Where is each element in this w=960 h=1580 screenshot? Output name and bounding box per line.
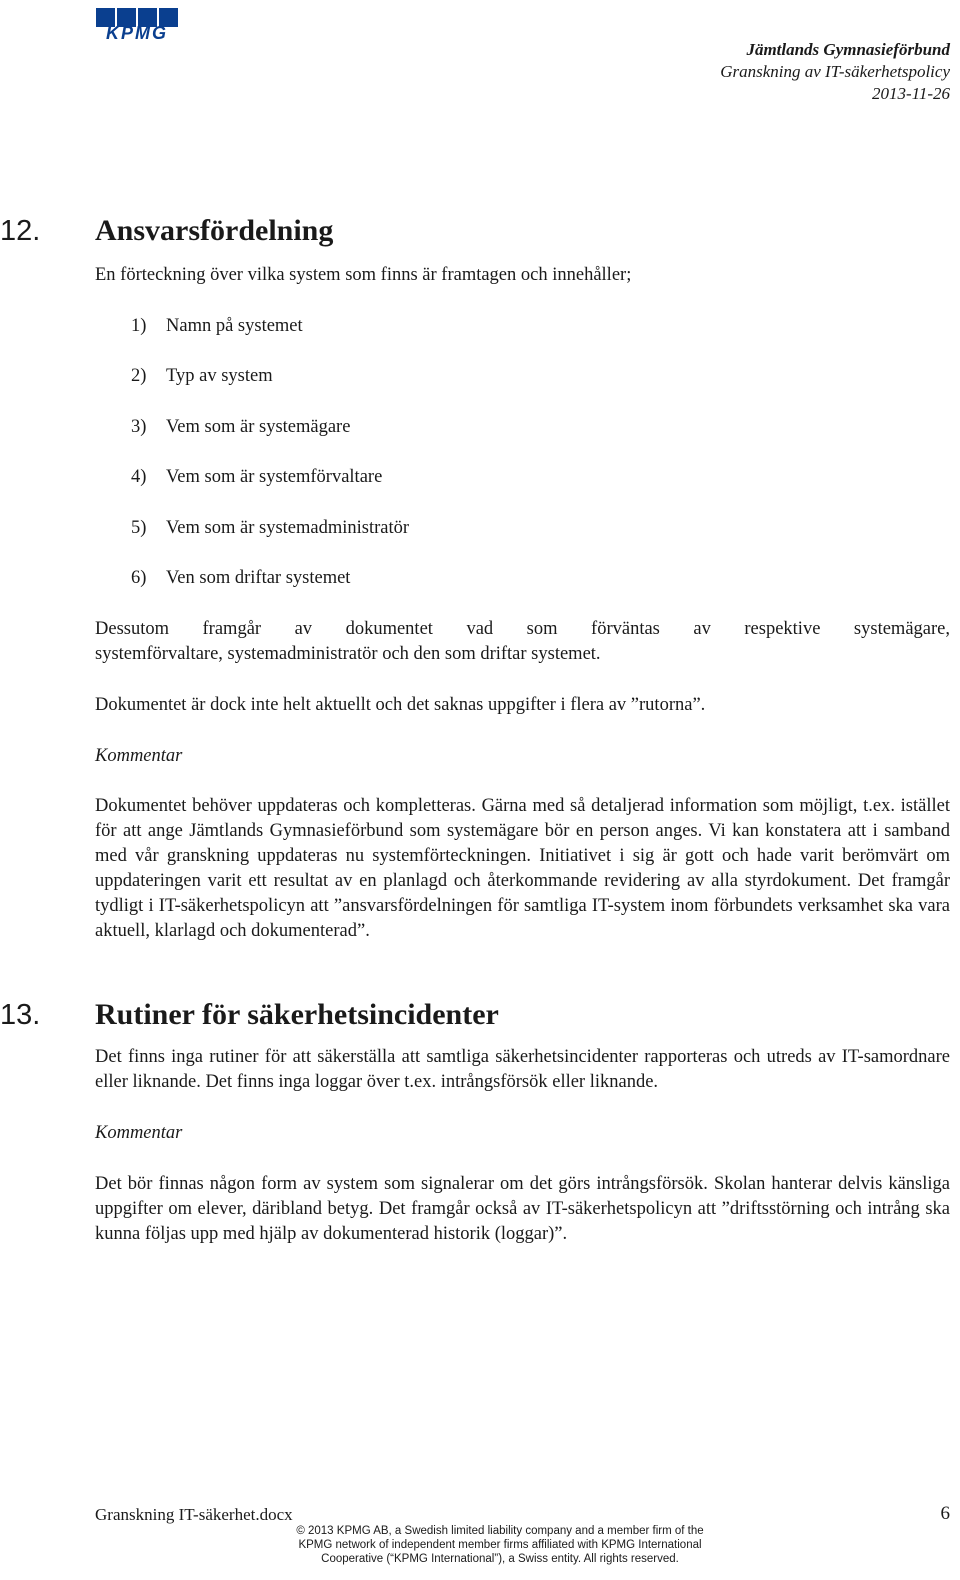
section-12-paragraph-1-line-2: systemförvaltare, systemadministratör och den som driftar systemet. (95, 644, 601, 664)
list-item (131, 415, 350, 440)
list-item-text: Vem som är systemägare (166, 417, 351, 437)
footer-copyright-line-3: Cooperative (“KPMG International”), a Swiss entity. All rights reserved. (321, 1553, 679, 1565)
footer-copyright-line-2: KPMG network of independent member firms affiliated with KPMG International (298, 1539, 702, 1551)
list-item (131, 465, 382, 490)
footer-copyright (250, 1524, 750, 1566)
section-12-intro: En förteckning över vilka system som finns är framtagen och innehåller; (95, 265, 632, 285)
kpmg-logo-graphic (92, 6, 182, 42)
list-item-number: 4) (131, 467, 147, 487)
list-item-text: Typ av system (166, 366, 273, 386)
section-13-paragraph-1: Det finns inga rutiner för att säkerställa att samtliga säkerhetsincidenter rapporteras och utreds av IT-samordnare eller liknande. Det finns inga loggar över t.ex. intrångsförsök eller liknande. (95, 1047, 950, 1092)
list-item-number: 5) (131, 518, 147, 538)
footer-filename: Granskning IT-säkerhet.docx (95, 1505, 293, 1524)
list-item (131, 516, 409, 541)
list-item-number: 6) (131, 568, 147, 588)
list-item-text: Ven som driftar systemet (166, 568, 351, 588)
header-subtitle: Granskning av IT-säkerhetspolicy (720, 62, 950, 81)
list-item-text: Vem som är systemförvaltare (166, 467, 383, 487)
list-item (131, 566, 350, 591)
list-item (131, 314, 303, 339)
section-12-paragraph-2: Dokumentet är dock inte helt aktuellt och det saknas uppgifter i flera av ”rutorna”. (95, 695, 706, 715)
list-item-number: 3) (131, 417, 147, 437)
section-13-number: 13. (0, 999, 41, 1031)
section-13-comment-text: Det bör finnas någon form av system som signalerar om det görs intrångsförsök. Skolan hanterar delvis känsliga uppgifter om elever, däribland betyg. Det framgår också av IT-säkerhetspolicyn att ”driftsstörning och intrång ska kunna följas upp med hjälp av dokumenterad historik (loggar)”. (95, 1174, 950, 1244)
section-12-comment-label: Kommentar (95, 746, 183, 766)
list-item-number: 1) (131, 316, 147, 336)
header-date: 2013-11-26 (871, 84, 950, 103)
section-12-paragraph-1-line-1: Dessutom framgår av dokumentet vad som förväntas av respektive systemägare, (95, 619, 950, 639)
header-organization: Jämtlands Gymnasieförbund (746, 40, 950, 59)
footer-page-number: 6 (940, 1503, 950, 1524)
list-item (131, 364, 273, 389)
footer-copyright-line-1: © 2013 KPMG AB, a Swedish limited liability company and a member firm of the (296, 1525, 704, 1537)
section-12-comment-text: Dokumentet behöver uppdateras och kompletteras. Gärna med så detaljerad information som möjligt, t.ex. istället för att ange Jämtlands Gymnasieförbund som systemägare bör en person anges. Vi kan konstatera att i samband med vår granskning uppdateras nu systemförteckningen. Initiativet i sig är gott och hade varit berömvärt om uppdateringen varit ett resultat av en planlagd och återkommande revidering av alla styrdokument. Det framgår tydligt i IT-säkerhetspolicyn att ”ansvarsfördelningen för samtliga IT-system inom förbundets verksamhet ska vara aktuell, klarlagd och dokumenterad”. (95, 796, 950, 941)
section-13-title: Rutiner för säkerhetsincidenter (95, 998, 499, 1031)
section-12-number: 12. (0, 215, 41, 247)
list-item-text: Namn på systemet (166, 316, 303, 336)
section-12-title: Ansvarsfördelning (95, 214, 334, 247)
list-item-number: 2) (131, 366, 147, 386)
section-13-comment-label: Kommentar (95, 1123, 183, 1143)
list-item-text: Vem som är systemadministratör (166, 518, 410, 538)
kpmg-logo (92, 6, 182, 42)
svg-text:KPMG: KPMG (106, 23, 168, 42)
